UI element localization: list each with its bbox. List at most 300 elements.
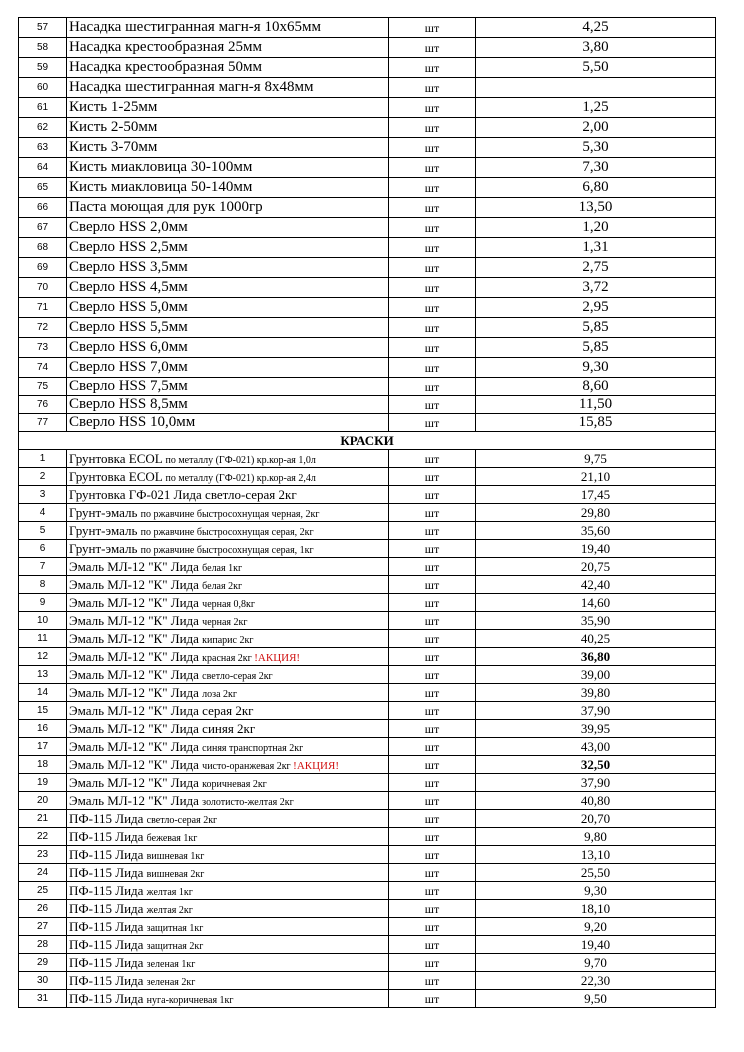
item-detail: светло-серая 2кг — [146, 814, 218, 826]
item-unit: шт — [389, 738, 476, 756]
table-row — [19, 702, 716, 720]
row-number: 67 — [19, 218, 67, 238]
item-price: 6,80 — [476, 178, 716, 198]
section-title: КРАСКИ — [19, 432, 716, 450]
item-price: 2,95 — [476, 298, 716, 318]
item-name: ПФ-115 Лида — [69, 918, 147, 934]
item-unit: шт — [389, 118, 476, 138]
item-unit: шт — [389, 918, 476, 936]
item-price: 1,25 — [476, 98, 716, 118]
item-unit: шт — [389, 504, 476, 522]
row-number: 75 — [19, 378, 67, 396]
item-price: 21,10 — [476, 468, 716, 486]
table-row — [19, 238, 716, 258]
item-detail: вишневая 2кг — [146, 868, 205, 880]
item-name: ПФ-115 Лида — [69, 810, 147, 826]
price-table — [18, 17, 716, 1008]
row-number: 77 — [19, 414, 67, 432]
item-price: 35,90 — [476, 612, 716, 630]
item-unit: шт — [389, 630, 476, 648]
item-name: ПФ-115 Лида — [69, 828, 147, 844]
table-row — [19, 18, 716, 38]
item-name-cell — [67, 666, 389, 684]
table-row — [19, 358, 716, 378]
row-number: 57 — [19, 18, 67, 38]
item-name-cell — [67, 774, 389, 792]
item-name-cell — [67, 450, 389, 468]
item-unit: шт — [389, 486, 476, 504]
item-name-cell — [67, 900, 389, 918]
item-name-cell — [67, 720, 389, 738]
row-number: 12 — [19, 648, 67, 666]
item-detail: нуга-коричневая 1кг — [146, 994, 234, 1006]
row-number: 11 — [19, 630, 67, 648]
item-unit: шт — [389, 318, 476, 338]
row-number: 8 — [19, 576, 67, 594]
table-row — [19, 450, 716, 468]
item-price: 3,72 — [476, 278, 716, 298]
section-title-row — [19, 432, 716, 450]
item-name: Сверло HSS 5,0мм — [67, 298, 389, 318]
item-detail: по металлу (ГФ-021) кр.кор-ая 1,0л — [165, 454, 316, 466]
item-price — [476, 78, 716, 98]
item-name: Эмаль МЛ-12 "К" Лида — [69, 738, 203, 754]
row-number: 21 — [19, 810, 67, 828]
item-price: 43,00 — [476, 738, 716, 756]
item-unit: шт — [389, 774, 476, 792]
row-number: 16 — [19, 720, 67, 738]
item-price: 1,31 — [476, 238, 716, 258]
item-price: 19,40 — [476, 936, 716, 954]
table-row — [19, 684, 716, 702]
item-name: Сверло HSS 7,0мм — [67, 358, 389, 378]
row-number: 74 — [19, 358, 67, 378]
row-number: 9 — [19, 594, 67, 612]
item-price: 32,50 — [476, 756, 716, 774]
item-unit: шт — [389, 378, 476, 396]
item-unit: шт — [389, 900, 476, 918]
item-detail: по ржавчине быстросохнущая серая, 1кг — [140, 544, 314, 556]
item-detail: кипарис 2кг — [202, 634, 254, 646]
table-row — [19, 810, 716, 828]
row-number: 63 — [19, 138, 67, 158]
table-row — [19, 540, 716, 558]
item-name: Эмаль МЛ-12 "К" Лида — [69, 648, 203, 664]
table-row — [19, 118, 716, 138]
item-detail: белая 1кг — [202, 562, 243, 574]
item-name: Кисть 1-25мм — [67, 98, 389, 118]
row-number: 64 — [19, 158, 67, 178]
item-name: Эмаль МЛ-12 "К" Лида — [69, 756, 203, 772]
item-detail: вишневая 1кг — [146, 850, 205, 862]
item-unit: шт — [389, 648, 476, 666]
item-price: 2,00 — [476, 118, 716, 138]
item-unit: шт — [389, 278, 476, 298]
row-number: 28 — [19, 936, 67, 954]
row-number: 23 — [19, 846, 67, 864]
item-unit: шт — [389, 936, 476, 954]
item-name: Грунт-эмаль — [69, 540, 141, 556]
row-number: 61 — [19, 98, 67, 118]
item-name: Насадка шестигранная магн-я 10х65мм — [67, 18, 389, 38]
item-unit: шт — [389, 450, 476, 468]
item-name: Насадка крестообразная 50мм — [67, 58, 389, 78]
item-unit: шт — [389, 810, 476, 828]
item-price: 20,70 — [476, 810, 716, 828]
item-name: ПФ-115 Лида — [69, 990, 147, 1006]
table-row — [19, 720, 716, 738]
item-name-cell — [67, 756, 389, 774]
item-name-cell — [67, 594, 389, 612]
row-number: 65 — [19, 178, 67, 198]
item-detail: чисто-оранжевая 2кг — [202, 760, 294, 772]
row-number: 15 — [19, 702, 67, 720]
item-price: 18,10 — [476, 900, 716, 918]
item-price: 13,50 — [476, 198, 716, 218]
item-unit: шт — [389, 358, 476, 378]
item-price: 9,30 — [476, 358, 716, 378]
item-price: 5,85 — [476, 338, 716, 358]
table-row — [19, 396, 716, 414]
table-row — [19, 178, 716, 198]
item-price: 40,80 — [476, 792, 716, 810]
item-name: Сверло HSS 4,5мм — [67, 278, 389, 298]
table-row — [19, 864, 716, 882]
item-unit: шт — [389, 792, 476, 810]
table-row — [19, 318, 716, 338]
item-unit: шт — [389, 38, 476, 58]
item-detail: желтая 2кг — [146, 904, 193, 916]
item-detail: светло-серая 2кг — [202, 670, 273, 682]
item-unit: шт — [389, 414, 476, 432]
table-row — [19, 972, 716, 990]
item-name: ПФ-115 Лида — [69, 864, 147, 880]
row-number: 19 — [19, 774, 67, 792]
item-unit: шт — [389, 138, 476, 158]
item-price: 9,70 — [476, 954, 716, 972]
item-detail: золотисто-желтая 2кг — [202, 796, 294, 808]
item-price: 42,40 — [476, 576, 716, 594]
row-number: 59 — [19, 58, 67, 78]
item-detail: красная 2кг — [202, 652, 255, 664]
item-name-cell — [67, 684, 389, 702]
table-row — [19, 522, 716, 540]
item-name: Эмаль МЛ-12 "К" Лида серая 2кг — [69, 703, 254, 718]
item-name-cell — [67, 954, 389, 972]
item-name: Кисть 3-70мм — [67, 138, 389, 158]
item-unit: шт — [389, 18, 476, 38]
item-name-cell — [67, 972, 389, 990]
item-name: ПФ-115 Лида — [69, 936, 147, 952]
item-name-cell — [67, 540, 389, 558]
item-name-cell — [67, 738, 389, 756]
item-name: Эмаль МЛ-12 "К" Лида — [69, 792, 203, 808]
item-name: Паста моющая для рук 1000гр — [67, 198, 389, 218]
table-row — [19, 954, 716, 972]
table-row — [19, 198, 716, 218]
table-row — [19, 218, 716, 238]
item-price: 5,85 — [476, 318, 716, 338]
item-name: Эмаль МЛ-12 "К" Лида — [69, 576, 203, 592]
item-unit: шт — [389, 828, 476, 846]
item-price: 9,75 — [476, 450, 716, 468]
item-price: 9,80 — [476, 828, 716, 846]
table-row — [19, 414, 716, 432]
item-name: Сверло HSS 7,5мм — [67, 378, 389, 396]
item-name: Сверло HSS 2,0мм — [67, 218, 389, 238]
item-name-cell — [67, 648, 389, 666]
row-number: 1 — [19, 450, 67, 468]
item-detail: защитная 2кг — [146, 940, 204, 952]
table-row — [19, 666, 716, 684]
item-price: 25,50 — [476, 864, 716, 882]
row-number: 31 — [19, 990, 67, 1008]
table-row — [19, 738, 716, 756]
table-row — [19, 38, 716, 58]
item-name: Кисть 2-50мм — [67, 118, 389, 138]
item-name: Эмаль МЛ-12 "К" Лида — [69, 612, 203, 628]
row-number: 62 — [19, 118, 67, 138]
table-row — [19, 378, 716, 396]
row-number: 4 — [19, 504, 67, 522]
item-price: 36,80 — [476, 648, 716, 666]
promo-badge: !АКЦИЯ! — [293, 759, 339, 772]
item-name-cell — [67, 990, 389, 1008]
item-name-cell — [67, 702, 389, 720]
item-unit: шт — [389, 990, 476, 1008]
item-price: 9,50 — [476, 990, 716, 1008]
item-price: 37,90 — [476, 702, 716, 720]
item-name: Сверло HSS 10,0мм — [67, 414, 389, 432]
item-name: ПФ-115 Лида — [69, 882, 147, 898]
table-row — [19, 58, 716, 78]
item-unit: шт — [389, 864, 476, 882]
item-unit: шт — [389, 846, 476, 864]
table-row — [19, 138, 716, 158]
row-number: 69 — [19, 258, 67, 278]
item-price: 7,30 — [476, 158, 716, 178]
row-number: 14 — [19, 684, 67, 702]
table-row — [19, 792, 716, 810]
item-detail: белая 2кг — [202, 580, 243, 592]
table-row — [19, 828, 716, 846]
row-number: 13 — [19, 666, 67, 684]
item-name-cell — [67, 630, 389, 648]
item-price: 3,80 — [476, 38, 716, 58]
item-name: Кисть миакловица 50-140мм — [67, 178, 389, 198]
item-unit: шт — [389, 158, 476, 178]
row-number: 6 — [19, 540, 67, 558]
item-price: 13,10 — [476, 846, 716, 864]
item-name: ПФ-115 Лида — [69, 900, 147, 916]
item-name: Эмаль МЛ-12 "К" Лида синяя 2кг — [69, 721, 256, 736]
item-name: Грунтовка ECOL — [69, 450, 166, 466]
item-detail: лоза 2кг — [202, 688, 238, 700]
table-row — [19, 576, 716, 594]
item-unit: шт — [389, 468, 476, 486]
item-name: Сверло HSS 6,0мм — [67, 338, 389, 358]
item-detail: зеленая 2кг — [146, 976, 196, 988]
item-name: Грунтовка ECOL — [69, 468, 166, 484]
item-price: 9,20 — [476, 918, 716, 936]
table-row — [19, 78, 716, 98]
table-row — [19, 936, 716, 954]
table-row — [19, 486, 716, 504]
item-name-cell — [67, 918, 389, 936]
item-unit: шт — [389, 972, 476, 990]
tools-section — [19, 18, 716, 432]
table-row — [19, 882, 716, 900]
item-unit: шт — [389, 612, 476, 630]
item-price: 35,60 — [476, 522, 716, 540]
item-name-cell — [67, 612, 389, 630]
item-unit: шт — [389, 684, 476, 702]
item-name: ПФ-115 Лида — [69, 954, 147, 970]
paints-section — [19, 450, 716, 1008]
row-number: 29 — [19, 954, 67, 972]
row-number: 73 — [19, 338, 67, 358]
row-number: 25 — [19, 882, 67, 900]
item-price: 37,90 — [476, 774, 716, 792]
item-name-cell — [67, 936, 389, 954]
item-unit: шт — [389, 954, 476, 972]
table-row — [19, 900, 716, 918]
table-row — [19, 98, 716, 118]
item-price: 5,30 — [476, 138, 716, 158]
row-number: 26 — [19, 900, 67, 918]
item-detail: черная 2кг — [202, 616, 248, 628]
table-row — [19, 504, 716, 522]
item-name-cell — [67, 504, 389, 522]
item-unit: шт — [389, 178, 476, 198]
row-number: 10 — [19, 612, 67, 630]
item-name: Эмаль МЛ-12 "К" Лида — [69, 774, 203, 790]
item-name: Грунтовка ГФ-021 Лида светло-серая 2кг — [69, 487, 297, 502]
item-name-cell — [67, 846, 389, 864]
item-name: Эмаль МЛ-12 "К" Лида — [69, 666, 203, 682]
item-price: 8,60 — [476, 378, 716, 396]
table-row — [19, 612, 716, 630]
promo-badge: !АКЦИЯ! — [254, 651, 301, 664]
item-detail: по металлу (ГФ-021) кр.кор-ая 2,4л — [165, 472, 316, 484]
item-unit: шт — [389, 238, 476, 258]
row-number: 71 — [19, 298, 67, 318]
row-number: 30 — [19, 972, 67, 990]
table-row — [19, 846, 716, 864]
item-price: 15,85 — [476, 414, 716, 432]
item-price: 17,45 — [476, 486, 716, 504]
item-detail: бежевая 1кг — [146, 832, 198, 844]
item-name: Сверло HSS 5,5мм — [67, 318, 389, 338]
item-price: 4,25 — [476, 18, 716, 38]
item-name-cell — [67, 864, 389, 882]
table-row — [19, 918, 716, 936]
item-unit: шт — [389, 98, 476, 118]
item-price: 14,60 — [476, 594, 716, 612]
item-detail: желтая 1кг — [146, 886, 193, 898]
item-unit: шт — [389, 540, 476, 558]
table-row — [19, 298, 716, 318]
row-number: 76 — [19, 396, 67, 414]
row-number: 68 — [19, 238, 67, 258]
row-number: 7 — [19, 558, 67, 576]
table-row — [19, 278, 716, 298]
item-name-cell — [67, 486, 389, 504]
table-row — [19, 158, 716, 178]
item-detail: коричневая 2кг — [202, 778, 267, 790]
item-name: Насадка крестообразная 25мм — [67, 38, 389, 58]
table-row — [19, 558, 716, 576]
item-name: Кисть миакловица 30-100мм — [67, 158, 389, 178]
item-name: Эмаль МЛ-12 "К" Лида — [69, 594, 203, 610]
row-number: 72 — [19, 318, 67, 338]
item-unit: шт — [389, 720, 476, 738]
item-unit: шт — [389, 666, 476, 684]
item-price: 1,20 — [476, 218, 716, 238]
item-unit: шт — [389, 558, 476, 576]
item-name: Сверло HSS 2,5мм — [67, 238, 389, 258]
row-number: 5 — [19, 522, 67, 540]
item-price: 5,50 — [476, 58, 716, 78]
item-name: ПФ-115 Лида — [69, 846, 147, 862]
item-name: Эмаль МЛ-12 "К" Лида — [69, 558, 203, 574]
item-price: 11,50 — [476, 396, 716, 414]
item-price: 39,80 — [476, 684, 716, 702]
item-unit: шт — [389, 198, 476, 218]
item-name: ПФ-115 Лида — [69, 972, 147, 988]
item-price: 2,75 — [476, 258, 716, 278]
table-row — [19, 258, 716, 278]
item-name-cell — [67, 810, 389, 828]
item-unit: шт — [389, 58, 476, 78]
item-unit: шт — [389, 298, 476, 318]
item-detail: по ржавчине быстросохнущая серая, 2кг — [140, 526, 314, 538]
item-name-cell — [67, 522, 389, 540]
item-unit: шт — [389, 338, 476, 358]
item-unit: шт — [389, 882, 476, 900]
row-number: 17 — [19, 738, 67, 756]
item-detail: зеленая 1кг — [146, 958, 196, 970]
table-row — [19, 774, 716, 792]
item-unit: шт — [389, 396, 476, 414]
item-price: 22,30 — [476, 972, 716, 990]
table-row — [19, 338, 716, 358]
row-number: 66 — [19, 198, 67, 218]
item-name: Насадка шестигранная магн-я 8х48мм — [67, 78, 389, 98]
item-name: Эмаль МЛ-12 "К" Лида — [69, 630, 203, 646]
item-name: Грунт-эмаль — [69, 504, 141, 520]
item-price: 20,75 — [476, 558, 716, 576]
row-number: 24 — [19, 864, 67, 882]
item-name-cell — [67, 468, 389, 486]
paints-section-header — [19, 432, 716, 450]
item-unit: шт — [389, 258, 476, 278]
row-number: 2 — [19, 468, 67, 486]
item-name-cell — [67, 792, 389, 810]
item-name: Эмаль МЛ-12 "К" Лида — [69, 684, 203, 700]
row-number: 60 — [19, 78, 67, 98]
table-row — [19, 594, 716, 612]
table-row — [19, 630, 716, 648]
item-name: Сверло HSS 3,5мм — [67, 258, 389, 278]
item-unit: шт — [389, 78, 476, 98]
item-detail: синяя транспортная 2кг — [202, 742, 304, 754]
item-unit: шт — [389, 522, 476, 540]
item-detail: по ржавчине быстросохнущая черная, 2кг — [140, 508, 320, 520]
item-name: Грунт-эмаль — [69, 522, 141, 538]
item-name-cell — [67, 882, 389, 900]
item-price: 39,95 — [476, 720, 716, 738]
